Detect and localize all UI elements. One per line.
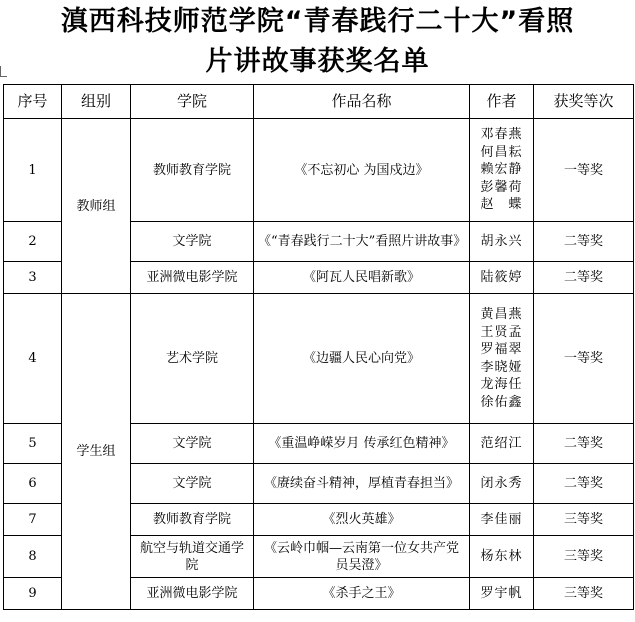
author-name: 胡永兴: [480, 233, 523, 249]
cell-no: 4: [4, 294, 62, 424]
cell-group-teacher: 教师组: [62, 119, 131, 294]
author-name: 何昌耘: [480, 144, 523, 160]
cell-award: 二等奖: [534, 464, 634, 504]
cell-work: 《“青春践行二十大”看照片讲故事》: [254, 222, 470, 262]
cell-work: 《云岭巾帼—云南第一位女共产党员吴澄》: [254, 536, 470, 578]
author-name: 赵 蝶: [480, 197, 523, 213]
cell-authors: [470, 262, 534, 294]
cell-no: 2: [4, 222, 62, 262]
cell-college: 教师教育学院: [131, 119, 254, 222]
author-name: 赖宏静: [480, 162, 523, 178]
cell-no: 8: [4, 536, 62, 578]
cell-college: 教师教育学院: [131, 504, 254, 536]
cell-group-student: 学生组: [62, 294, 131, 610]
cell-college: 文学院: [131, 424, 254, 464]
header-college: 学院: [131, 85, 254, 119]
header-group: 组别: [62, 85, 131, 119]
author-name: 李晓娅: [480, 359, 523, 375]
cell-work: 《重温峥嵘岁月 传承红色精神》: [254, 424, 470, 464]
cell-no: 9: [4, 578, 62, 610]
cell-college: 亚洲微电影学院: [131, 578, 254, 610]
cell-no: 5: [4, 424, 62, 464]
cell-no: 7: [4, 504, 62, 536]
cell-award: 二等奖: [534, 262, 634, 294]
cell-authors: [470, 578, 534, 610]
author-name: 范绍江: [480, 435, 523, 451]
cell-college: 艺术学院: [131, 294, 254, 424]
corner-mark: [0, 66, 7, 77]
cell-college: 航空与轨道交通学院: [131, 536, 254, 578]
cell-authors: [470, 464, 534, 504]
cell-authors: [470, 119, 534, 222]
cell-work: 《不忘初心 为国戍边》: [254, 119, 470, 222]
author-name: 李佳丽: [480, 511, 523, 527]
author-name: 杨东林: [480, 548, 523, 564]
cell-work: 《烈火英雄》: [254, 504, 470, 536]
cell-work: 《赓续奋斗精神，厚植青春担当》: [254, 464, 470, 504]
cell-work: 《阿瓦人民唱新歌》: [254, 262, 470, 294]
cell-college: 文学院: [131, 464, 254, 504]
cell-no: 3: [4, 262, 62, 294]
author-name: 王贤孟: [480, 324, 523, 340]
cell-no: 6: [4, 464, 62, 504]
author-name: 彭馨荷: [480, 179, 523, 195]
cell-authors: [470, 536, 534, 578]
author-name: 龙海任: [480, 377, 523, 392]
cell-award: 二等奖: [534, 222, 634, 262]
author-name: 陆筱婷: [480, 269, 523, 285]
header-work: 作品名称: [254, 85, 470, 119]
cell-college: 文学院: [131, 222, 254, 262]
cell-authors: [470, 424, 534, 464]
cell-award: 一等奖: [534, 294, 634, 424]
document-title-line-2: 片讲故事获奖名单: [205, 46, 430, 77]
header-author: 作者: [470, 85, 534, 119]
cell-authors: [470, 222, 534, 262]
author-name: 徐佑鑫: [480, 394, 523, 410]
table-header-row: [4, 85, 634, 119]
cell-college: 亚洲微电影学院: [131, 262, 254, 294]
document-title-line-1: 滇西科技师范学院“青春践行二十大”看照: [60, 6, 575, 37]
cell-award: 三等奖: [534, 504, 634, 536]
cell-award: 二等奖: [534, 424, 634, 464]
cell-award: 一等奖: [534, 119, 634, 222]
award-list-table: [3, 84, 634, 610]
cell-no: 1: [4, 119, 62, 222]
cell-work: 《杀手之王》: [254, 578, 470, 610]
table-row: [4, 294, 634, 424]
author-name: 黄昌燕: [480, 307, 523, 322]
cell-work: 《边疆人民心向党》: [254, 294, 470, 424]
table-row: [4, 119, 634, 222]
header-no: 序号: [4, 85, 62, 119]
author-name: 邓春燕: [480, 127, 523, 143]
author-name: 罗宇帆: [480, 585, 523, 601]
author-name: 闭永秀: [480, 475, 523, 491]
author-name: 罗福翠: [480, 342, 523, 357]
cell-authors: [470, 504, 534, 536]
cell-award: 三等奖: [534, 578, 634, 610]
header-award: 获奖等次: [534, 85, 634, 119]
cell-award: 三等奖: [534, 536, 634, 578]
cell-authors: [470, 294, 534, 424]
